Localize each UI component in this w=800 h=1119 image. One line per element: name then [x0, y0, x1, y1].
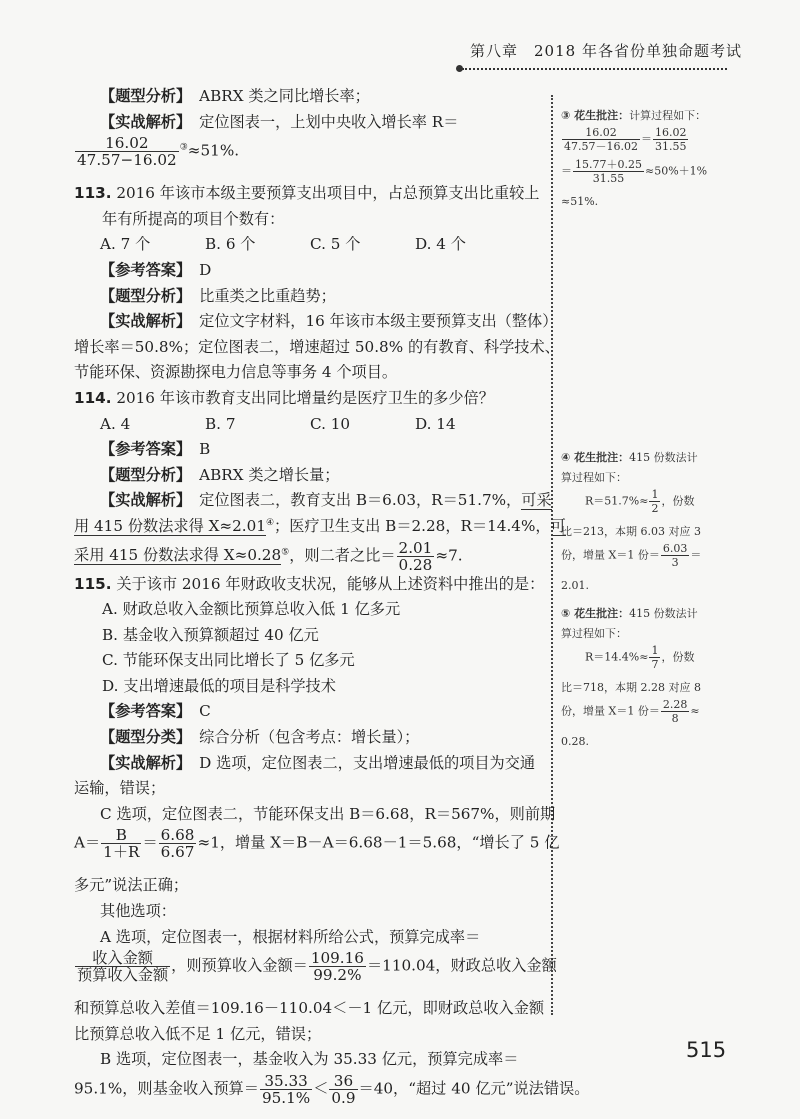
note-text: 算过程如下： [561, 627, 627, 640]
note-text: ，份数 [661, 494, 695, 508]
text: 比预算总收入低不足 1 亿元，错误； [74, 1024, 322, 1043]
question-number: 115. [74, 574, 112, 593]
tag: 【参考答案】 [100, 260, 192, 279]
text: A＝ [74, 833, 101, 852]
page-number: 515 [686, 1038, 727, 1062]
fraction: $\frac{16.02}{47.57-16.02}$ [77, 134, 177, 170]
note-text: ＝ [561, 164, 572, 178]
text: ≈1，增量 X＝B－A＝6.68－1＝5.68，“增长了 5 亿 [197, 833, 560, 852]
text: ≈51%. [187, 141, 240, 160]
fraction: $\frac{2.01}{0.28}$ [398, 538, 433, 574]
tag: 【实战解析】 [100, 112, 192, 131]
text: 比重类之比重趋势； [199, 286, 336, 305]
running-header: 第八章 2018 年各省份单独命题考试 [470, 42, 742, 60]
note-text: ≈ [690, 704, 700, 718]
text: 多元”说法正确； [74, 876, 189, 895]
text: 增长率＝50.8%；定位图表二，增速超过 50.8% 的有教育、科学技术、 [74, 337, 560, 356]
text: ＝110.04，财政总收入金额 [366, 956, 557, 975]
question-text: 关于该市 2016 年财政收支状况，能够从上述资料中推出的是： [116, 574, 545, 593]
option: B. 6 个 [205, 235, 256, 254]
question-text: 2016 年该市教育支出同比增量约是医疗卫生的多少倍？ [116, 388, 494, 407]
option: B. 7 [205, 414, 236, 433]
note-text: 比＝718，本期 2.28 对应 8 [561, 681, 701, 694]
text: 其他选项： [100, 902, 176, 921]
tag: 【题型分析】 [100, 87, 192, 105]
text: ，则预算收入金额＝ [171, 956, 308, 975]
note-text: 计算过程如下： [629, 109, 707, 122]
question-text: 2016 年该市本级主要预算支出项目中，占总预算支出比重较上 [116, 184, 540, 203]
text: D 选项，定位图表二，支出增速最低的项目为交通 [199, 753, 536, 772]
side-note-3 [561, 106, 741, 212]
text: ＜ [313, 1079, 329, 1098]
fraction: $\frac{16.02}{31.55}$ [654, 126, 687, 153]
fraction: $\frac{B}{1+R}$ [103, 826, 140, 862]
note-text: 2.01. [561, 579, 589, 592]
tag: 【实战解析】 [100, 312, 192, 331]
option: B. 基金收入预算额超过 40 亿元 [102, 625, 319, 644]
footnote-ref: ⑤ [281, 546, 290, 557]
text: 节能环保、资源勘探电力信息等事务 4 个项目。 [74, 363, 398, 382]
question-number: 114. [74, 388, 112, 407]
fraction: $\frac{6.68}{6.67}$ [160, 826, 195, 862]
note-text: ≈50%＋1% [644, 164, 708, 178]
underlined-text: 可采 [521, 491, 552, 510]
note-text: R＝51.7%≈ [585, 494, 649, 508]
note-text: 415 份数法计 [629, 451, 698, 464]
fraction: $\frac{6.03}{3}$ [662, 542, 688, 569]
note-label: ④ 花生批注： [561, 451, 630, 464]
text: 综合分析（包含考点：增长量）； [199, 728, 420, 747]
text: ≈7. [435, 546, 463, 564]
text: A 选项，定位图表一，根据材料所给公式，预算完成率＝ [100, 927, 481, 946]
text: B 选项，定位图表一，基金收入为 35.33 亿元，预算完成率＝ [100, 1050, 519, 1069]
tag: 【题型分析】 [100, 465, 192, 484]
option: C. 5 个 [310, 235, 361, 254]
margin-separator [551, 95, 553, 1015]
option: C. 10 [310, 414, 351, 433]
text: ；医疗卫生支出 B＝2.28，R＝14.4%， [274, 516, 551, 535]
fraction: $\frac{36}{0.9}$ [331, 1072, 356, 1107]
fraction: $\frac{1}{7}$ [651, 644, 659, 671]
text: C 选项，定位图表二，节能环保支出 B＝6.68，R＝567%，则前期 [100, 804, 556, 823]
text: 运输，错误； [74, 779, 166, 798]
answer: B [199, 440, 211, 459]
tag: 【实战解析】 [100, 753, 192, 772]
note-text: 415 份数法计 [629, 607, 698, 620]
note-text: 份，增量 X＝1 份＝ [561, 548, 660, 562]
underlined-text: 可 [550, 516, 566, 535]
note-label: ⑤ 花生批注： [561, 607, 630, 620]
note-text: R＝14.4%≈ [585, 650, 649, 664]
question-number: 113. [74, 184, 112, 203]
note-text: 0.28. [561, 735, 589, 748]
underlined-text: 用 415 份数法求得 X≈2.01 [74, 516, 266, 535]
options-row [74, 412, 546, 438]
fraction: $\frac{15.77+0.25}{31.55}$ [575, 158, 642, 185]
text: ＝ [142, 833, 158, 852]
option: A. 7 个 [100, 235, 151, 254]
option: D. 支出增速最低的项目是科学技术 [102, 676, 336, 695]
question-text: 年有所提高的项目个数有： [102, 209, 285, 228]
option: D. 14 [415, 414, 456, 433]
fraction: $\frac{1}{2}$ [651, 488, 659, 515]
tag: 【参考答案】 [100, 702, 192, 721]
footnote-ref: ③ [179, 142, 188, 153]
answer: C [199, 702, 211, 721]
note-text: 份，增量 X＝1 份＝ [561, 704, 660, 718]
text: 定位图表一，上划中央收入增长率 R＝ [199, 112, 459, 131]
footnote-ref: ④ [265, 517, 275, 528]
text: ，则二者之比＝ [289, 546, 396, 564]
text: ABRX 类之同比增长率； [199, 87, 370, 105]
note-text: ＝ [690, 548, 702, 562]
text: ＝40，“超过 40 亿元”说法错误。 [358, 1079, 590, 1098]
option: A. 4 [100, 414, 131, 433]
side-note-5 [561, 604, 741, 752]
tag: 【参考答案】 [100, 440, 192, 459]
options-row [74, 232, 546, 258]
text: 95.1%，则基金收入预算＝ [74, 1079, 259, 1098]
fraction: $\frac{109.16}{99.2\%}$ [310, 949, 364, 985]
option: C. 节能环保支出同比增长了 5 亿多元 [102, 651, 355, 670]
option: A. 财政总收入金额比预算总收入低 1 亿多元 [102, 600, 401, 619]
tag: 【题型分析】 [100, 286, 192, 305]
underlined-text: 采用 415 份数法求得 X≈0.28 [74, 546, 282, 564]
side-note-4 [561, 448, 741, 596]
note-text: 比＝213，本期 6.03 对应 3 [561, 525, 701, 538]
fraction: $\frac{16.02}{47.57-16.02}$ [564, 126, 638, 153]
tag: 【实战解析】 [100, 491, 192, 510]
note-label: ③ 花生批注： [561, 109, 630, 122]
text: 定位图表二，教育支出 B＝6.03，R＝51.7%， [199, 491, 522, 510]
note-text: ≈51%. [561, 195, 599, 208]
note-text: ，份数 [661, 650, 695, 664]
fraction: $\frac{2.28}{8}$ [662, 698, 688, 725]
note-text: ＝ [640, 132, 652, 146]
text: 和预算总收入差值＝109.16－110.04＜－1 亿元，即财政总收入金额 [74, 999, 545, 1018]
main-column [74, 84, 590, 1119]
fraction: $\frac{35.33}{95.1\%}$ [261, 1072, 311, 1107]
tag: 【题型分类】 [100, 728, 192, 747]
answer: D [199, 260, 212, 279]
header-rule [462, 68, 727, 70]
option: D. 4 个 [415, 235, 466, 254]
note-text: 算过程如下： [561, 471, 627, 484]
fraction: $\frac{\text{收入金额}}{\text{预算收入金额}}$ [77, 949, 169, 985]
text: 定位文字材料，16 年该市本级主要预算支出（整体） [199, 312, 558, 331]
text: ABRX 类之增长量； [199, 465, 340, 484]
